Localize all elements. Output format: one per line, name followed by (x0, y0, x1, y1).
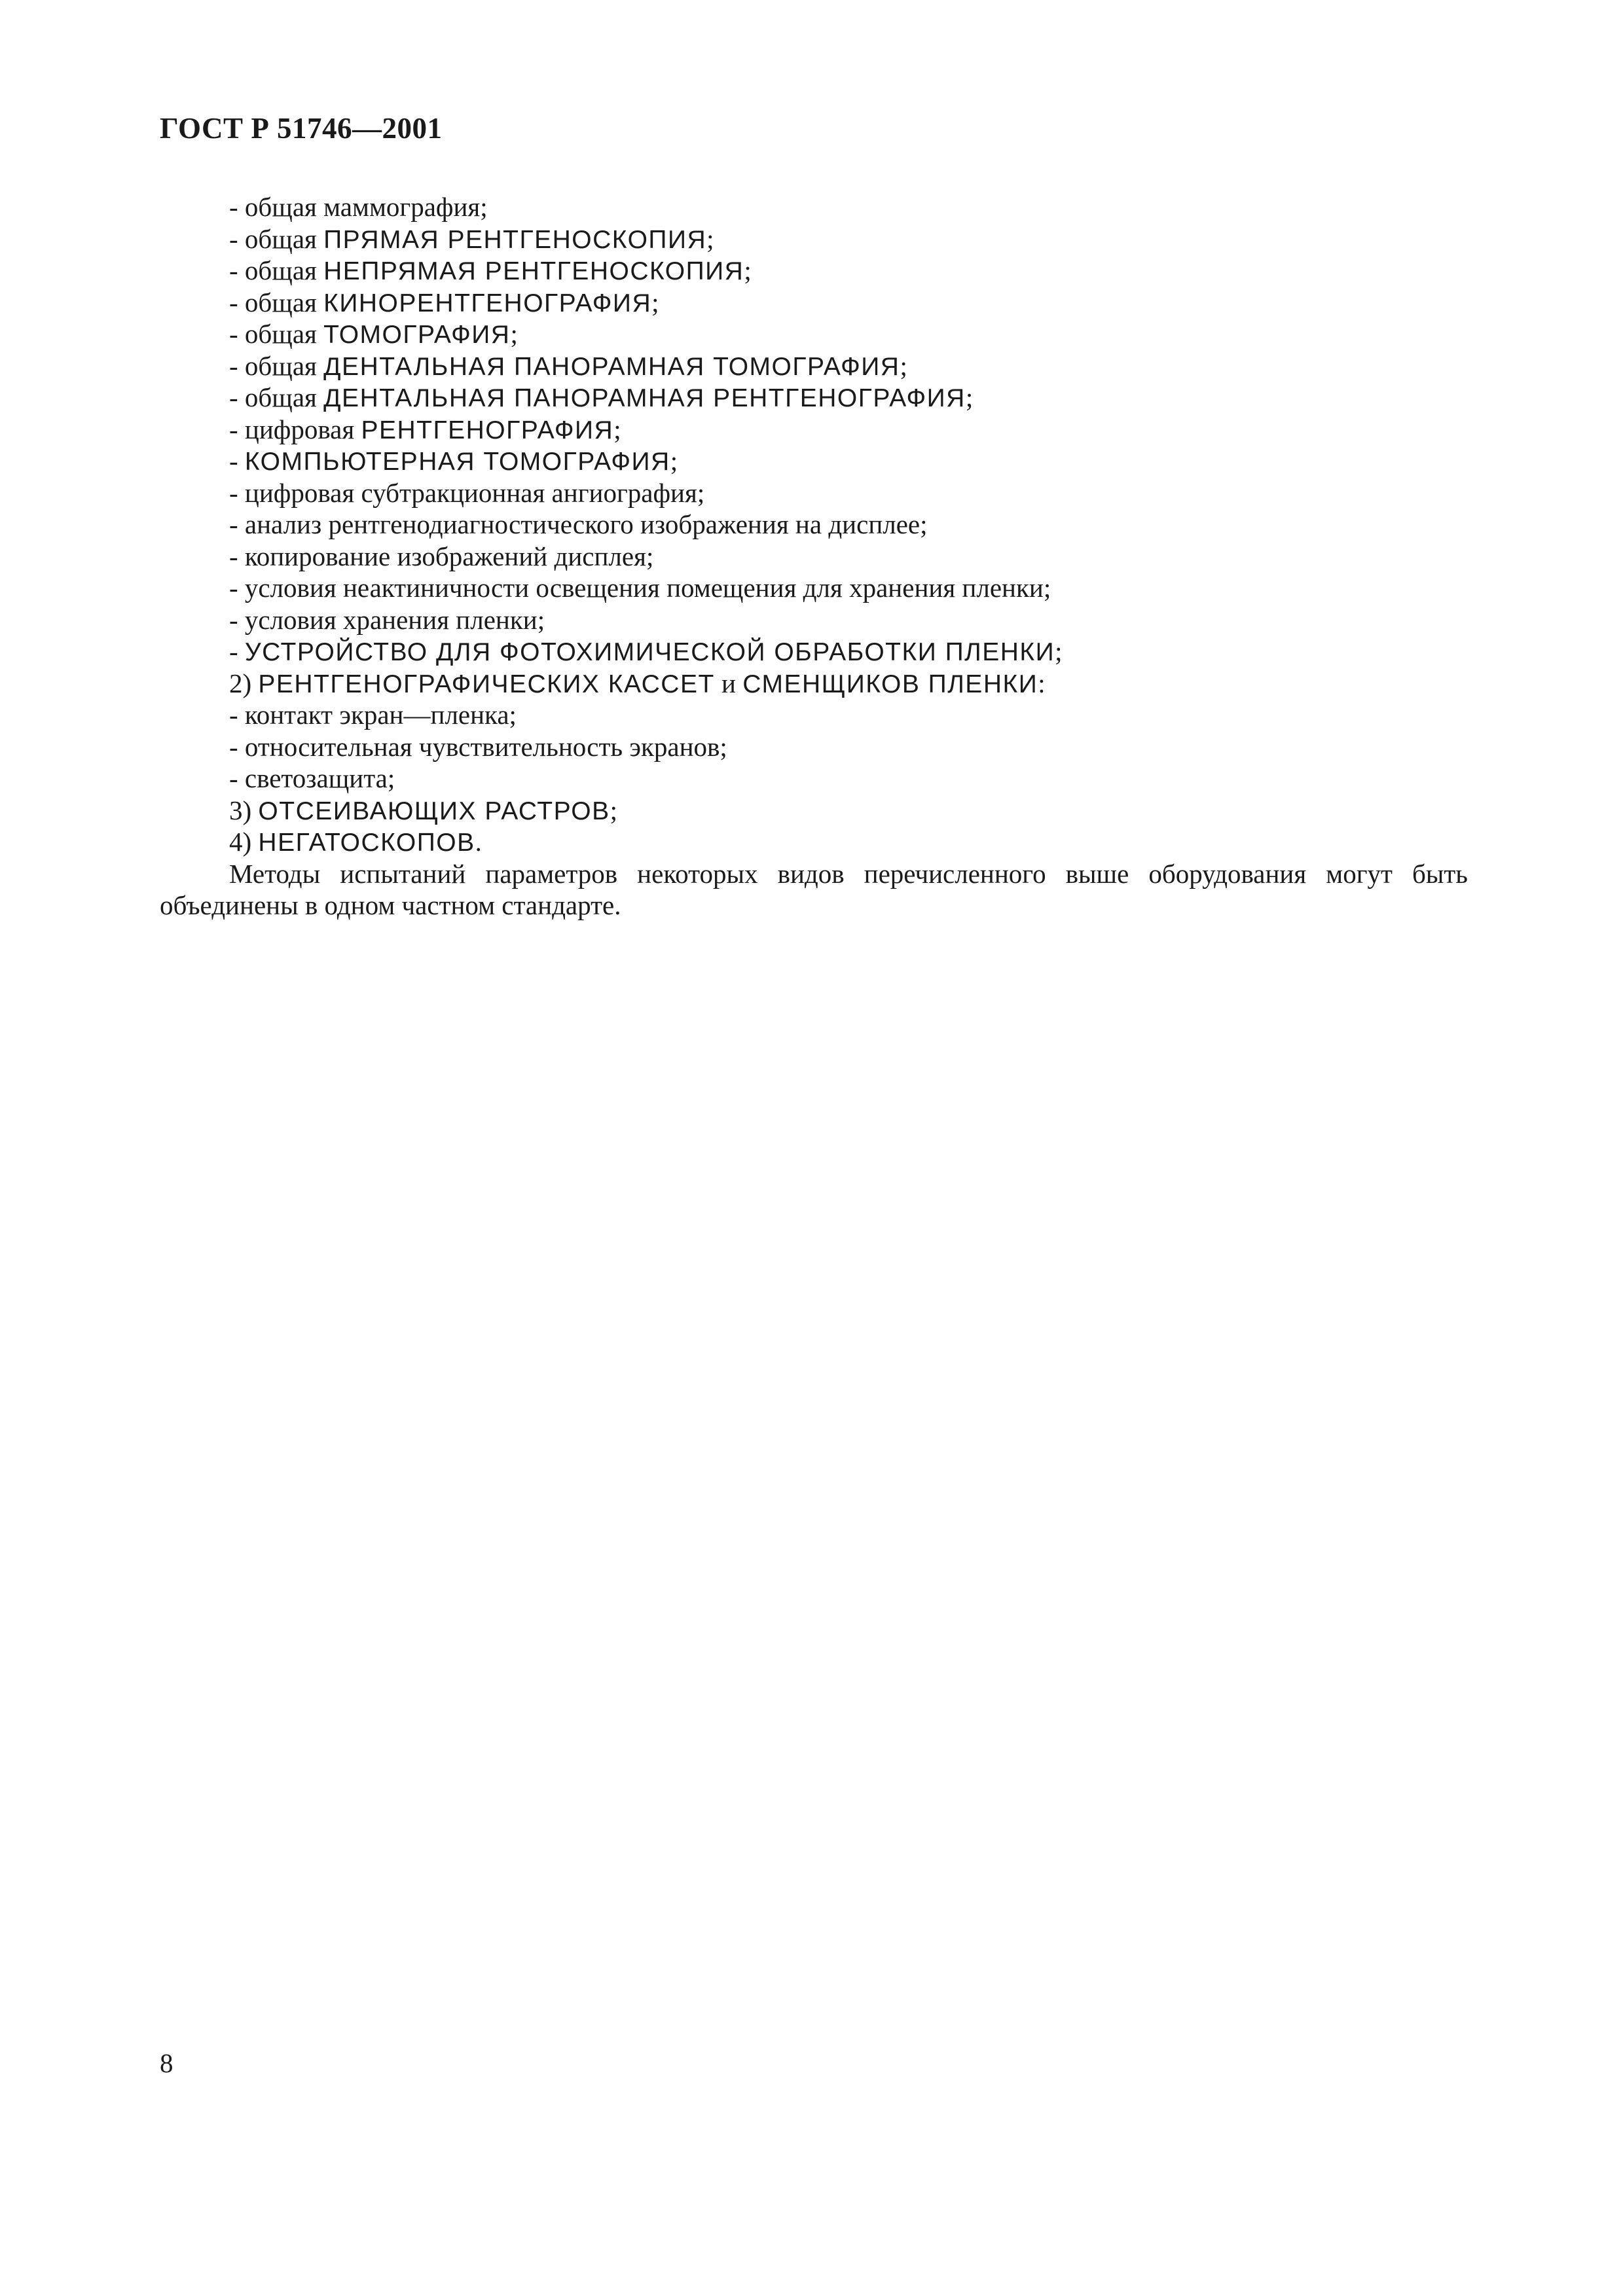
list-item: - общая КИНОРЕНТГЕНОГРАФИЯ; (229, 287, 659, 317)
list-item: - цифровая субтракционная ангиография; (229, 477, 705, 508)
list-item: 2) РЕНТГЕНОГРАФИЧЕСКИХ КАССЕТ и СМЕНЩИКОВ ПЛЕНКИ: (229, 668, 1046, 698)
list-item: - условия неактиничности освещения помещения для хранения пленки; (229, 573, 1051, 603)
list-item: - общая маммография; (229, 192, 488, 222)
list-item: - относительная чувствительность экранов; (229, 731, 727, 762)
list-item: - светозащита; (229, 763, 395, 793)
list-item: - условия хранения пленки; (229, 604, 545, 635)
list-item: - общая НЕПРЯМАЯ РЕНТГЕНОСКОПИЯ; (229, 255, 752, 285)
list-item: - контакт экран—пленка; (229, 700, 517, 730)
document-header: ГОСТ Р 51746—2001 (160, 112, 443, 145)
document-body (160, 191, 1468, 922)
list-item: 4) НЕГАТОСКОПОВ. (229, 827, 482, 857)
list-item: - общая ПРЯМАЯ РЕНТГЕНОСКОПИЯ; (229, 223, 714, 254)
list-item: - цифровая РЕНТГЕНОГРАФИЯ; (229, 414, 621, 444)
list-item: 3) ОТСЕИВАЮЩИХ РАСТРОВ; (229, 795, 618, 825)
list-item: - общая ТОМОГРАФИЯ; (229, 319, 518, 349)
list-item: - КОМПЬЮТЕРНАЯ ТОМОГРАФИЯ; (229, 446, 678, 476)
list-item: - общая ДЕНТАЛЬНАЯ ПАНОРАМНАЯ РЕНТГЕНОГРАФИЯ; (229, 382, 974, 412)
list-item: - копирование изображений дисплея; (229, 541, 654, 571)
closing-paragraph: Методы испытаний параметров некоторых видов перечисленного выше оборудования могут быть объединены в одном частном стандарте. (160, 858, 1468, 920)
page-number: 8 (160, 2048, 173, 2078)
list-item: - анализ рентгенодиагностического изображения на дисплее; (229, 509, 928, 539)
list-item: - общая ДЕНТАЛЬНАЯ ПАНОРАМНАЯ ТОМОГРАФИЯ; (229, 350, 907, 381)
list-item: - УСТРОЙСТВО ДЛЯ ФОТОХИМИЧЕСКОЙ ОБРАБОТКИ ПЛЕНКИ; (229, 636, 1063, 666)
